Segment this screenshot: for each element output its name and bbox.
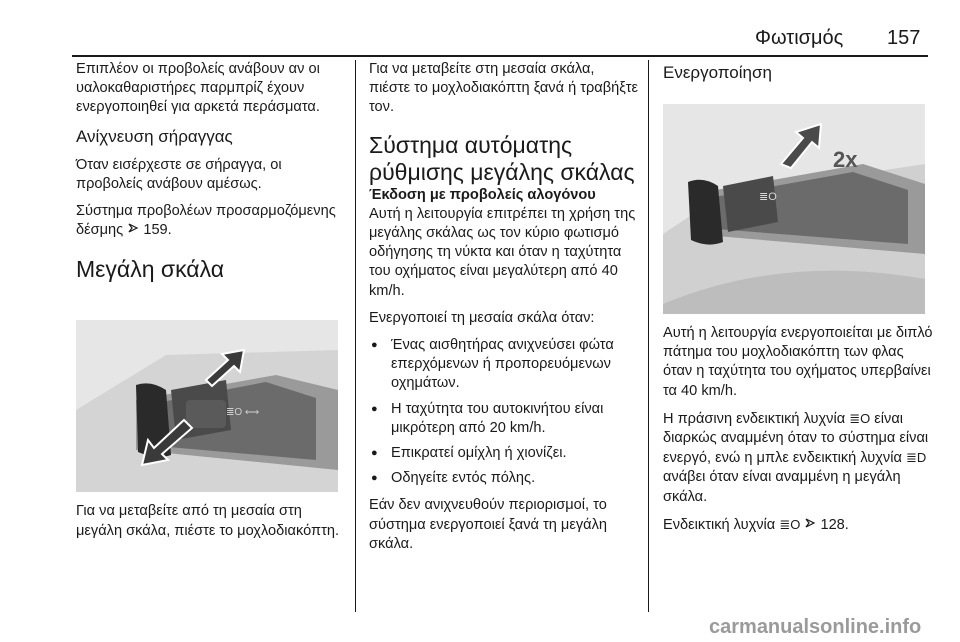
svg-text:≣O: ≣O: [759, 191, 777, 203]
svg-text:≣O ⟷: ≣O ⟷: [226, 407, 260, 419]
auto-high-beam-lamp-icon: ≣O: [779, 516, 801, 532]
version-heading: Έκδοση με προβολείς αλογόνου: [369, 186, 596, 203]
tunnel-paragraph: Όταν εισέρχεστε σε σήραγγα, οι προβολείς ανάβουν αμέσως.: [76, 156, 282, 192]
list-item: ● Οδηγείτε εντός πόλης.: [369, 469, 639, 488]
indicator-status-paragraph: [663, 409, 933, 507]
header-rule: [72, 55, 928, 57]
indicator-ref: 128.: [820, 516, 849, 533]
indicator-text: Ενδεικτική λυχνία: [663, 516, 776, 533]
watermark: carmanualsonline.info: [709, 616, 922, 638]
high-beam-heading: Μεγάλη σκάλα: [76, 256, 225, 283]
auto-high-beam-lamp-icon: ≣O: [849, 410, 871, 426]
page-header: [0, 0, 960, 56]
function-paragraph: Αυτή η λειτουργία επιτρέπει τη χρήση της μεγάλης σκάλας ως τον κύριο φωτισμό οδήγησης τη νύκτα και όταν η ταχύτητα του οχήματος είναι μεγαλύτερη από 40 km/h.: [369, 205, 636, 299]
tunnel-heading: Ανίχνευση σήραγγας: [76, 126, 233, 146]
green-lamp-text: Η πράσινη ενδεικτική λυχνία: [663, 410, 846, 427]
activation-heading: Ενεργοποίηση: [663, 63, 772, 82]
list-item: ● Η ταχύτητα του αυτοκινήτου είναι μικρότερη από 20 km/h.: [369, 400, 639, 438]
no-limits-paragraph: Εάν δεν ανιχνευθούν περιορισμοί, το σύστημα ενεργοποιεί ξανά τη μεγάλη σκάλα.: [369, 497, 607, 552]
beam-text: Σύστημα προβολέων προσαρμοζόμενης δέσμης: [76, 203, 336, 239]
intro-paragraph: Επιπλέον οι προβολείς ανάβουν αν οι υαλοκαθαριστήρες παρμπρίζ έχουν ενεργοποιηθεί για αρκετά περάσματα.: [76, 61, 320, 116]
high-beam-lamp-icon: ≣D: [905, 450, 927, 466]
column-3: [663, 60, 933, 543]
list-item: ● Ένας αισθητήρας ανιχνεύσει φώτα επερχόμενων ή προπορευόμενων οχημάτων.: [369, 336, 639, 394]
auto-high-beam-heading: Σύστημα αυτόματης ρύθμισης μεγάλης σκάλας: [369, 131, 635, 185]
blue-lamp-text: ανάβει όταν είναι αναμμένη η μεγάλη σκάλα.: [663, 469, 901, 505]
beam-ref: 159.: [143, 222, 172, 239]
activates-paragraph: Ενεργοποιεί τη μεσαία σκάλα όταν:: [369, 309, 595, 326]
column-1: [76, 60, 346, 549]
press-count-label: 2x: [833, 147, 858, 172]
high-beam-figure: [76, 320, 338, 492]
reference-arrow-icon: [804, 517, 816, 529]
green-lamp-text-2: είναι διαρκώς αναμμένη όταν το σύστημα είναι ενεργό, ενώ η μπλε ενδεικτική λυχνία: [663, 410, 929, 467]
list-item: ● Επικρατεί ομίχλη ή χιονίζει.: [369, 444, 639, 463]
indicator-ref-paragraph: [663, 515, 933, 535]
column-2: [369, 60, 639, 562]
stalk-illustration: [76, 320, 338, 492]
section-title: Φωτισμός: [755, 27, 844, 49]
column-divider-1: [355, 60, 356, 612]
activation-figure: [663, 104, 925, 314]
col2-intro-paragraph: Για να μεταβείτε στη μεσαία σκάλα, πιέστε το μοχλοδιακόπτη ξανά ή τραβήξτε τον.: [369, 61, 639, 116]
conditions-list: [369, 336, 639, 488]
activation-illustration: [663, 104, 925, 314]
figure-caption: Για να μεταβείτε από τη μεσαία στη μεγάλη σκάλα, πιέστε το μοχλοδιακόπτη.: [76, 503, 340, 539]
page-number: 157: [887, 27, 921, 49]
activation-paragraph: Αυτή η λειτουργία ενεργοποιείται με διπλό πάτημα του μοχλοδιακόπτη των φλας όταν η ταχύτητα του οχήματος υπερβαίνει τα 40 km/h.: [663, 325, 933, 399]
column-divider-2: [648, 60, 649, 612]
beam-paragraph: [76, 202, 346, 240]
reference-arrow-icon: [127, 222, 139, 234]
